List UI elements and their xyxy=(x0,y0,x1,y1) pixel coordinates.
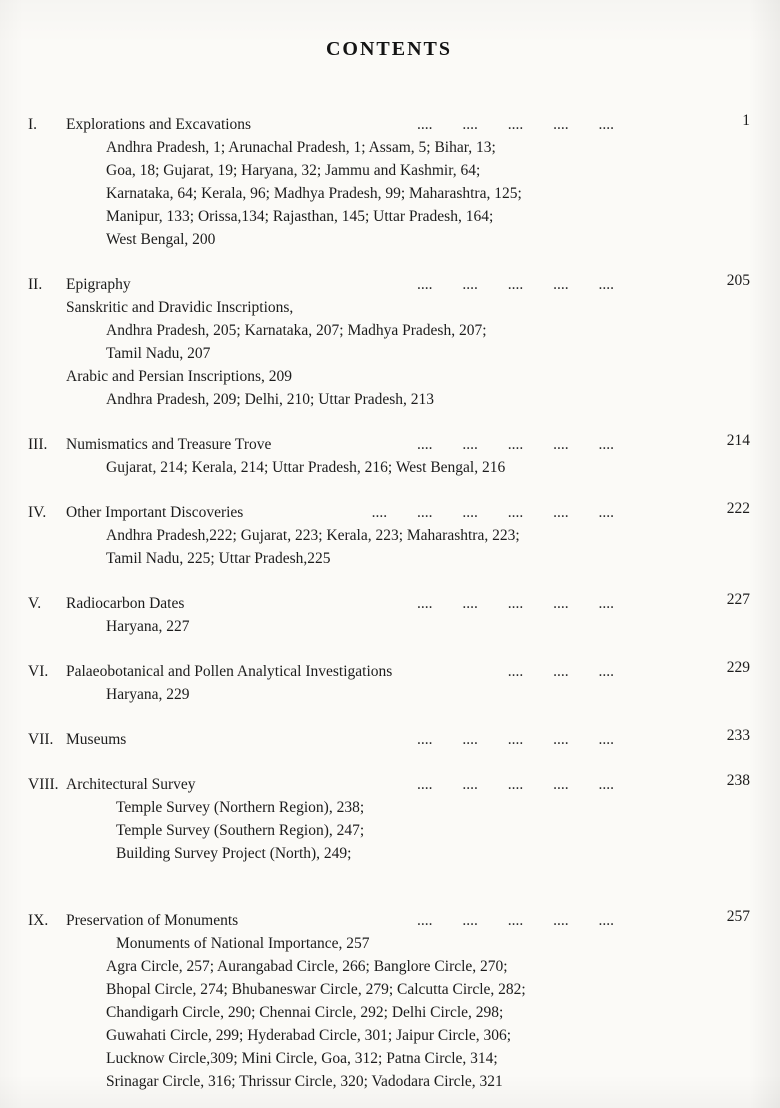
leader-dots: .... .... .... .... .... xyxy=(417,731,614,748)
toc-section xyxy=(28,773,750,865)
toc-section xyxy=(28,728,750,751)
section-numeral: VI. xyxy=(28,663,49,680)
toc-subline: Bhopal Circle, 274; Bhubaneswar Circle, 279; Calcutta Circle, 282; xyxy=(106,981,526,998)
section-title: Radiocarbon Dates xyxy=(66,595,185,612)
section-lines xyxy=(66,136,750,251)
toc-section xyxy=(28,433,750,479)
toc-subline: Andhra Pradesh, 1; Arunachal Pradesh, 1; Assam, 5; Bihar, 13; xyxy=(106,139,496,156)
section-numeral: V. xyxy=(28,595,42,612)
section-lines xyxy=(66,932,750,1093)
toc-subline: Temple Survey (Northern Region), 238; xyxy=(116,799,365,816)
page-title: CONTENTS xyxy=(325,38,453,60)
section-lines xyxy=(66,524,750,570)
toc-subline: Agra Circle, 257; Aurangabad Circle, 266; Banglore Circle, 270; xyxy=(106,958,508,975)
section-page-number: 222 xyxy=(726,500,750,517)
section-numeral: I. xyxy=(28,116,38,133)
toc-subline: West Bengal, 200 xyxy=(106,231,216,248)
section-head-row xyxy=(28,660,750,683)
toc-subline: Srinagar Circle, 316; Thrissur Circle, 320; Vadodara Circle, 321 xyxy=(106,1073,503,1090)
toc-section xyxy=(28,909,750,1093)
section-title: Preservation of Monuments xyxy=(66,912,239,929)
section-title: Architectural Survey xyxy=(66,776,196,793)
section-title: Numismatics and Treasure Trove xyxy=(66,436,272,453)
section-lines xyxy=(66,456,750,479)
toc-subline: Building Survey Project (North), 249; xyxy=(116,845,352,862)
toc-section xyxy=(28,501,750,570)
section-head-row xyxy=(28,909,750,932)
section-numeral: IV. xyxy=(28,504,47,521)
toc-subline: Goa, 18; Gujarat, 19; Haryana, 32; Jammu and Kashmir, 64; xyxy=(106,162,481,179)
section-page-number: 227 xyxy=(726,591,750,608)
section-head-row xyxy=(28,592,750,615)
toc-subline: Haryana, 227 xyxy=(106,618,190,635)
section-lines xyxy=(66,683,750,706)
toc-subline: Monuments of National Importance, 257 xyxy=(116,935,370,952)
toc-subline: Karnataka, 64; Kerala, 96; Madhya Pradesh, 99; Maharashtra, 125; xyxy=(106,185,522,202)
section-title: Epigraphy xyxy=(66,276,131,293)
section-page-number: 214 xyxy=(726,432,750,449)
section-page-number: 1 xyxy=(742,112,750,129)
toc-sections xyxy=(28,113,750,1093)
section-head-row xyxy=(28,773,750,796)
section-head-row xyxy=(28,433,750,456)
toc-subline: Gujarat, 214; Kerala, 214; Uttar Pradesh, 216; West Bengal, 216 xyxy=(106,459,506,476)
toc-subline: Andhra Pradesh, 209; Delhi, 210; Uttar Pradesh, 213 xyxy=(106,391,435,408)
leader-dots: .... .... .... .... .... xyxy=(417,116,614,133)
toc-subline: Lucknow Circle,309; Mini Circle, Goa, 312; Patna Circle, 314; xyxy=(106,1050,498,1067)
leader-dots: .... .... .... .... .... xyxy=(417,776,614,793)
section-numeral: II. xyxy=(28,276,43,293)
toc-subline: Andhra Pradesh, 205; Karnataka, 207; Madhya Pradesh, 207; xyxy=(106,322,487,339)
toc-section xyxy=(28,592,750,638)
section-numeral: VIII. xyxy=(28,776,59,793)
toc-subline: Chandigarh Circle, 290; Chennai Circle, 292; Delhi Circle, 298; xyxy=(106,1004,504,1021)
section-page-number: 257 xyxy=(726,908,750,925)
section-page-number: 205 xyxy=(726,272,750,289)
leader-dots: .... .... .... .... .... xyxy=(417,436,614,453)
section-head-row xyxy=(28,113,750,136)
toc-section xyxy=(28,273,750,411)
section-title: Palaeobotanical and Pollen Analytical Investigations xyxy=(66,663,393,680)
section-lines xyxy=(66,796,750,865)
section-title: Explorations and Excavations xyxy=(66,116,252,133)
section-numeral: III. xyxy=(28,436,48,453)
section-lines xyxy=(66,296,750,411)
section-title: Museums xyxy=(66,731,127,748)
toc-subline: Tamil Nadu, 225; Uttar Pradesh,225 xyxy=(106,550,331,567)
toc-subline: Haryana, 229 xyxy=(106,686,190,703)
toc-section xyxy=(28,660,750,706)
section-head-row xyxy=(28,273,750,296)
section-head-row xyxy=(28,501,750,524)
section-title: Other Important Discoveries xyxy=(66,504,244,521)
section-page-number: 229 xyxy=(726,659,750,676)
toc-subline: Tamil Nadu, 207 xyxy=(106,345,211,362)
toc-section xyxy=(28,113,750,251)
section-head-row xyxy=(28,728,750,751)
leader-dots: .... .... .... .... .... xyxy=(417,912,614,929)
toc-subline: Arabic and Persian Inscriptions, 209 xyxy=(66,368,292,385)
section-lines xyxy=(66,615,750,638)
leader-dots: .... .... .... xyxy=(507,663,614,680)
leader-dots: .... .... .... .... .... xyxy=(417,595,614,612)
toc-subline: Manipur, 133; Orissa,134; Rajasthan, 145; Uttar Pradesh, 164; xyxy=(106,208,494,225)
leader-dots: .... .... .... .... .... .... xyxy=(371,504,614,521)
section-numeral: VII. xyxy=(28,731,54,748)
section-page-number: 233 xyxy=(726,727,750,744)
section-page-number: 238 xyxy=(726,772,750,789)
toc-subline: Temple Survey (Southern Region), 247; xyxy=(116,822,365,839)
toc-subline: Guwahati Circle, 299; Hyderabad Circle, 301; Jaipur Circle, 306; xyxy=(106,1027,512,1044)
leader-dots: .... .... .... .... .... xyxy=(417,276,614,293)
toc-subline: Andhra Pradesh,222; Gujarat, 223; Kerala, 223; Maharashtra, 223; xyxy=(106,527,520,544)
section-numeral: IX. xyxy=(28,912,49,929)
toc-subline: Sanskritic and Dravidic Inscriptions, xyxy=(66,299,294,316)
